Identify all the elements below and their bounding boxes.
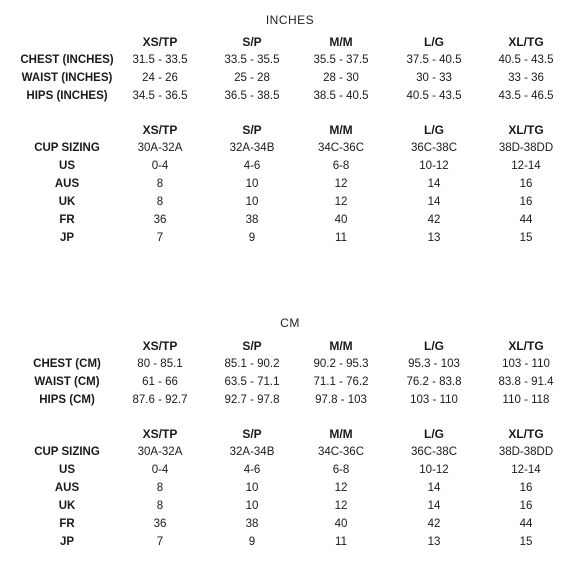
table-cell: 30A-32A (137, 142, 183, 154)
table-row (0, 355, 580, 373)
table-cell: 43.5 - 46.5 (498, 90, 554, 102)
table-row (0, 211, 580, 229)
table-cell: 13 (427, 536, 441, 548)
table-row (0, 51, 580, 69)
size-header: S/P (242, 427, 262, 441)
table-cell: 71.1 - 76.2 (313, 376, 369, 388)
table-row (0, 247, 580, 265)
table-cell: 40.5 - 43.5 (406, 90, 462, 102)
table-row (0, 69, 580, 87)
size-header: S/P (242, 339, 262, 353)
table-cell: 103 - 110 (502, 358, 550, 370)
table-cell: 44 (519, 518, 533, 530)
table-cell: 15 (519, 536, 533, 548)
table-cell: 4-6 (243, 160, 261, 172)
table-cell: 42 (427, 214, 441, 226)
table-cell: 92.7 - 97.8 (224, 394, 280, 406)
size-header: XL/TG (508, 427, 544, 441)
row-label: HIPS (INCHES) (26, 90, 108, 102)
table-cell: 90.2 - 95.3 (313, 358, 369, 370)
table-cell: 40 (334, 518, 348, 530)
table-row (0, 533, 580, 551)
size-header: L/G (424, 35, 444, 49)
table-cell: 103 - 110 (410, 394, 458, 406)
size-header: XL/TG (508, 339, 544, 353)
table-cell: 6-8 (332, 160, 350, 172)
inches-measurements-table (0, 33, 580, 105)
table-row (0, 193, 580, 211)
table-cell: 95.3 - 103 (408, 358, 460, 370)
row-label: WAIST (CM) (34, 376, 100, 388)
table-cell: 32A-34B (229, 142, 275, 154)
table-cell: 4-6 (243, 464, 261, 476)
table-cell: 6-8 (332, 464, 350, 476)
table-row (0, 443, 580, 461)
row-label: AUS (54, 178, 80, 190)
size-header: XS/TP (142, 35, 178, 49)
row-label: HIPS (CM) (39, 394, 95, 406)
table-row (0, 373, 580, 391)
size-header: L/G (424, 339, 444, 353)
table-row (0, 497, 580, 515)
cm-section-title: CM (280, 316, 300, 330)
table-cell: 10 (245, 178, 259, 190)
size-header: XS/TP (142, 339, 178, 353)
table-header-row (0, 425, 580, 443)
row-label: CUP SIZING (34, 446, 100, 458)
table-cell: 11 (335, 536, 347, 548)
table-cell: 37.5 - 40.5 (406, 54, 462, 66)
table-header-row (0, 33, 580, 51)
table-cell: 36C-38C (410, 142, 458, 154)
table-row (0, 391, 580, 409)
inches-conversion-table (0, 121, 580, 265)
cm-measurements-table (0, 337, 580, 409)
table-cell: 36 (153, 518, 167, 530)
table-cell: 76.2 - 83.8 (406, 376, 462, 388)
row-label: CHEST (INCHES) (20, 54, 114, 66)
table-cell: 10 (245, 196, 259, 208)
row-label: UK (58, 196, 76, 208)
table-cell: 34C-36C (317, 142, 365, 154)
table-cell: 11 (335, 232, 347, 244)
table-cell: 12 (334, 196, 348, 208)
size-header: M/M (329, 35, 353, 49)
table-row (0, 87, 580, 105)
table-cell: 31.5 - 33.5 (132, 54, 188, 66)
table-cell: 44 (519, 214, 533, 226)
table-cell: 32A-34B (229, 446, 275, 458)
size-header: L/G (424, 427, 444, 441)
table-cell: 9 (248, 536, 256, 548)
table-cell: 38D-38DD (498, 446, 554, 458)
row-label: FR (59, 518, 75, 530)
size-header: M/M (329, 427, 353, 441)
table-cell: 36 (153, 214, 167, 226)
size-header: M/M (329, 123, 353, 137)
table-cell: 80 - 85.1 (137, 358, 183, 370)
row-label: AUS (54, 482, 80, 494)
table-cell: 14 (427, 482, 441, 494)
table-cell: 110 - 118 (502, 394, 550, 406)
table-cell: 8 (156, 178, 164, 190)
table-cell: 87.6 - 92.7 (132, 394, 188, 406)
table-cell: 12 (334, 178, 348, 190)
table-cell: 38 (245, 518, 259, 530)
row-label: CUP SIZING (34, 142, 100, 154)
table-cell: 25 - 28 (234, 72, 270, 84)
table-cell: 28 - 30 (323, 72, 359, 84)
row-label: CHEST (CM) (33, 358, 101, 370)
table-cell: 40 (334, 214, 348, 226)
table-cell: 10 (245, 500, 259, 512)
table-cell: 7 (156, 536, 164, 548)
table-cell: 36C-38C (410, 446, 458, 458)
table-cell: 33.5 - 35.5 (224, 54, 280, 66)
table-cell: 38 (245, 214, 259, 226)
table-cell: 8 (156, 196, 164, 208)
table-row (0, 551, 580, 569)
inches-section-title: INCHES (265, 13, 315, 27)
table-cell: 10-12 (419, 464, 449, 476)
table-cell: 16 (519, 500, 533, 512)
size-header: S/P (242, 123, 262, 137)
table-cell: 85.1 - 90.2 (224, 358, 280, 370)
table-cell: 61 - 66 (142, 376, 178, 388)
table-cell: 16 (519, 196, 533, 208)
table-cell: 34C-36C (317, 446, 365, 458)
table-cell: 97.8 - 103 (315, 394, 367, 406)
table-cell: 16 (519, 482, 533, 494)
size-header: XS/TP (142, 427, 178, 441)
table-cell: 0-4 (151, 160, 169, 172)
table-row (0, 461, 580, 479)
table-cell: 42 (427, 518, 441, 530)
table-header-row (0, 337, 580, 355)
size-header: XL/TG (508, 35, 544, 49)
table-cell: 9 (248, 232, 256, 244)
cm-conversion-table (0, 425, 580, 569)
table-cell: 13 (427, 232, 441, 244)
row-label: WAIST (INCHES) (21, 72, 113, 84)
table-row (0, 479, 580, 497)
table-cell: 0-4 (151, 464, 169, 476)
size-header: M/M (329, 339, 353, 353)
table-cell: 33 - 36 (508, 72, 544, 84)
size-header: XS/TP (142, 123, 178, 137)
table-header-row (0, 121, 580, 139)
table-row (0, 139, 580, 157)
table-row (0, 229, 580, 247)
row-label: FR (59, 214, 75, 226)
table-cell: 8 (156, 500, 164, 512)
table-cell: 12 (334, 500, 348, 512)
table-cell: 12 (334, 482, 348, 494)
table-cell: 38.5 - 40.5 (313, 90, 369, 102)
row-label: JP (59, 536, 75, 548)
row-label: UK (58, 500, 76, 512)
table-cell: 14 (427, 178, 441, 190)
table-cell: 12-14 (511, 464, 541, 476)
table-row (0, 515, 580, 533)
size-header: S/P (242, 35, 262, 49)
table-cell: 35.5 - 37.5 (313, 54, 369, 66)
size-header: XL/TG (508, 123, 544, 137)
table-cell: 14 (427, 500, 441, 512)
table-cell: 15 (519, 232, 533, 244)
table-cell: 7 (156, 232, 164, 244)
table-cell: 8 (156, 482, 164, 494)
table-cell: 38D-38DD (498, 142, 554, 154)
row-label: JP (59, 232, 75, 244)
table-cell: 34.5 - 36.5 (132, 90, 188, 102)
table-cell: 14 (427, 196, 441, 208)
table-cell: 10 (245, 482, 259, 494)
table-cell: 30 - 33 (416, 72, 452, 84)
table-cell: 63.5 - 71.1 (224, 376, 280, 388)
row-label: US (59, 464, 75, 476)
table-cell: 12-14 (511, 160, 541, 172)
table-cell: 40.5 - 43.5 (498, 54, 554, 66)
table-cell: 10-12 (419, 160, 449, 172)
row-label: US (59, 160, 75, 172)
table-cell: 24 - 26 (142, 72, 178, 84)
size-header: L/G (424, 123, 444, 137)
table-cell: 83.8 - 91.4 (498, 376, 554, 388)
table-cell: 36.5 - 38.5 (224, 90, 280, 102)
table-cell: 16 (519, 178, 533, 190)
table-row (0, 157, 580, 175)
table-row (0, 175, 580, 193)
table-cell: 30A-32A (137, 446, 183, 458)
